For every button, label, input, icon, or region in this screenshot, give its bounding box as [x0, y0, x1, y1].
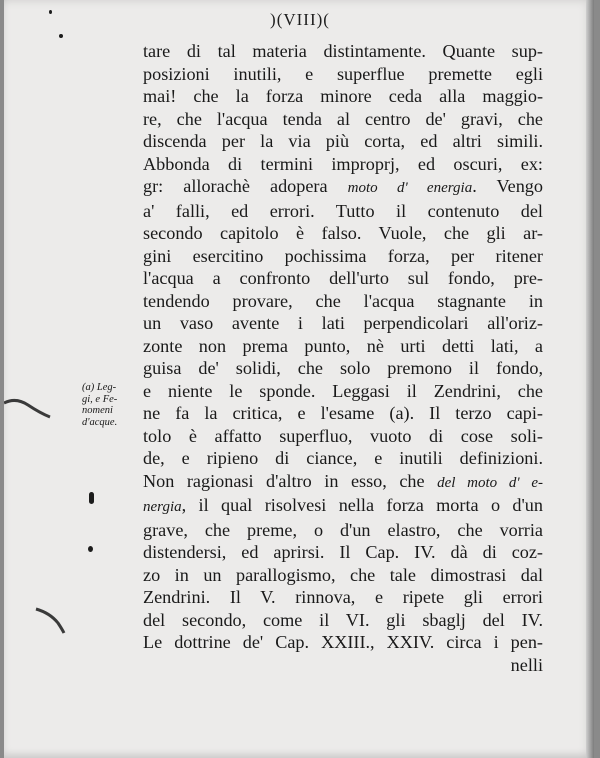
text-line: un vaso avente i lati perpendicolari all'oriz-: [143, 313, 543, 333]
text-line: discenda per la via più corta, ed altri simili.: [143, 131, 543, 151]
text-line: re, che l'acqua tenda al centro de' gravi, che: [143, 108, 543, 129]
text-line: e niente le sponde. Leggasi il Zendrini, che: [143, 380, 543, 401]
text-line: l'acqua a confronto dell'urto sul fondo, pre-: [143, 268, 543, 288]
text-line: tolo è affatto superfluo, vuoto di cose soli-: [143, 425, 543, 446]
text-line: [143, 494, 543, 519]
text-line: zo in un parallogismo, che tale dimostrasi dal: [143, 564, 543, 585]
text-line: secondo capitolo è falso. Vuole, che gli ar-: [143, 223, 543, 243]
text-line: a' falli, ed errori. Tutto il contenuto del: [143, 200, 543, 221]
text-line: posizioni inutili, e superflue premette egli: [143, 63, 543, 84]
text-fragment: . Vengo: [472, 176, 543, 196]
text-line: Le dottrine de' Cap. XXIII., XXIV. circa i pen-: [143, 632, 543, 652]
text-line: tendendo provare, che l'acqua stagnante in: [143, 290, 543, 311]
text-line: del secondo, come il VI. gli sbaglj del IV.: [143, 609, 543, 630]
italic-phrase: moto d' energia: [347, 180, 473, 196]
page-tear-mark: [4, 395, 54, 425]
text-line: guisa de' solidi, che solo premono il fondo,: [143, 358, 543, 378]
text-line: [143, 470, 543, 495]
text-line: zonte non prema punto, nè urti detti lati, a: [143, 335, 543, 356]
text-line: distendersi, ed aprirsi. Il Cap. IV. dà di coz-: [143, 542, 543, 562]
text-line: de, e ripieno di ciance, e inutili definizioni.: [143, 448, 543, 468]
text-line: mai! che la forza minore ceda alla maggio-: [143, 86, 543, 106]
ink-speck: [89, 492, 94, 504]
page-edge-shadow: [586, 0, 594, 758]
text-line: [143, 175, 543, 200]
text-line: gini esercitino pochissima forza, per ritener: [143, 245, 543, 266]
text-line: ne fa la critica, e l'esame (a). Il terzo capi-: [143, 403, 543, 423]
margin-note-line: d'acque.: [82, 416, 118, 428]
main-text-block: [143, 40, 543, 676]
text-fragment: , il qual risolvesi nella forza morta o d'un: [181, 495, 543, 515]
text-line: Zendrini. Il V. rinnova, e ripete gli errori: [143, 587, 543, 607]
ink-speck: [59, 34, 63, 38]
ink-speck: [88, 546, 93, 552]
italic-phrase: nergia: [143, 499, 182, 515]
catchword: nelli: [510, 654, 543, 675]
margin-note-line: nomeni: [82, 405, 113, 416]
text-line: grave, che preme, o d'un elastro, che vorria: [143, 519, 543, 540]
page-header-number: )(VIII)(: [270, 10, 330, 29]
text-line: tare di tal materia distintamente. Quante sup-: [143, 41, 543, 61]
margin-note-line: gi, e Fe-: [82, 393, 118, 405]
text-line: Abbonda di termini improprj, ed oscuri, ex:: [143, 153, 543, 174]
page-tear-mark: [34, 605, 74, 635]
margin-note-line: (a) Leg-: [82, 382, 117, 393]
text-fragment: Non ragionasi d'altro in esso, che: [143, 470, 438, 491]
margin-note: [82, 382, 142, 428]
text-fragment: gr: allorachè adopera: [143, 176, 348, 196]
italic-phrase: del moto d' e-: [437, 474, 543, 491]
